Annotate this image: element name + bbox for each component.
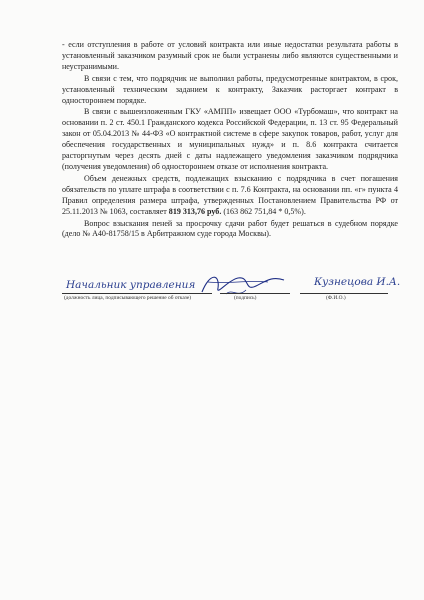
letter-body [62,40,398,241]
paragraph-conditions: - если отступления в работе от условий контракта или иные недостатки результата работы в установленный заказчиком разумный срок не были устранены либо являются существенными и неустранимыми. [62,40,398,71]
paragraph-notice: В связи с вышеизложенным ГКУ «АМПП» извещает ООО «Турбомаш», что контракт на основании п. 2 ст. 450.1 Гражданского кодекса Российской Федерации, п. 13 ст. 95 Федеральный закон от 05.04.2013 № 44-ФЗ «О контрактной системе в сфере закупок товаров, работ, услуг для обеспечения государственных и муниципальных нужд» и п. 8.6 контракта считается расторгнутым через десять дней с даты надлежащего уведомления заказчиком подрядчика (получения уведомления) об одностороннем отказе от исполнения контракта. [62,107,398,171]
handwritten-position: Начальник управления [66,279,196,291]
paragraph-termination-reason: В связи с тем, что подрядчик не выполнил работы, предусмотренные контрактом, в срок, установленный техническим заданием к контракту, Заказчик расторгает контракт в одностороннем порядке. [62,73,398,105]
caption-position: (должность лица, подписывающего решение об отказе) [64,295,192,301]
handwritten-name: Кузнецова И.А. [314,276,401,288]
penalty-text-after: (163 862 751,84 * 0,5%). [221,206,306,216]
paragraph-court: Вопрос взыскания пеней за просрочку сдачи работ будет решаться в судебном порядке (дело № А40-81758/15 в Арбитражном суде города Москвы). [62,218,398,239]
signature-block [62,276,402,316]
position-line [62,293,212,294]
paragraph-penalty [62,174,398,218]
signature-line [220,293,290,294]
penalty-text-before: Объем денежных средств, подлежащих взысканию с подрядчика в счет погашения обязательств по уплате штрафа в соответствии с п. 7.6 Контракта, на основании пп. «г» пункта 4 Правил определения размера штрафа, утвержденных Постановлением Правительства РФ от 25.11.2013 № 1063, составляет [62,173,398,216]
caption-name: (Ф.И.О.) [326,295,346,301]
caption-signature: (подпись) [234,295,257,301]
penalty-amount: 819 313,76 руб. [168,206,222,216]
name-line [300,293,388,294]
